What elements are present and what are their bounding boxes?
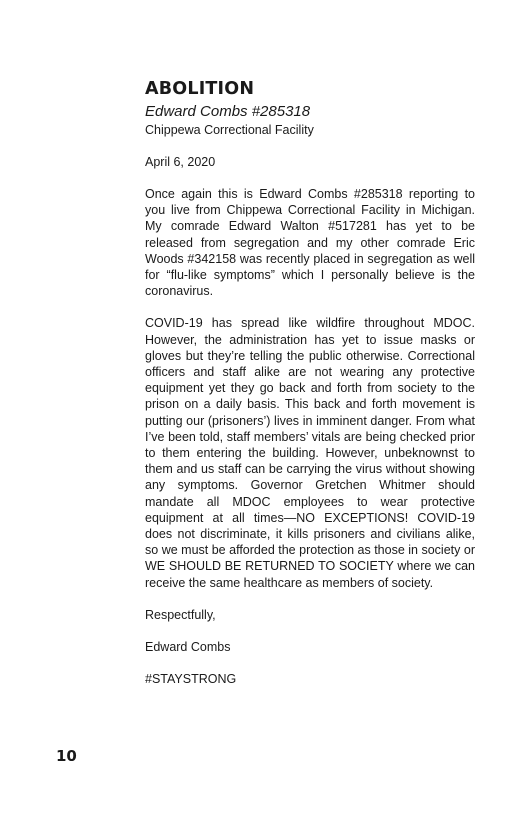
hashtag: #STAYSTRONG bbox=[145, 671, 237, 686]
paragraph-1: Once again this is Edward Combs #285318 reporting to you live from Chippewa Correctional Facility in Michigan. My comrade Edward Walton #517281 has yet to be released from segregation and my other comrade Eric Woods #342158 was recently placed in segregation as well for “flu-like symptoms” which I personally believe is the coronavirus. bbox=[145, 187, 475, 299]
salutation: Respectfully, bbox=[145, 607, 216, 622]
section-title: ABOLITION bbox=[145, 79, 255, 99]
letter-content bbox=[145, 78, 475, 687]
letter-date: April 6, 2020 bbox=[145, 155, 216, 169]
page-number: 10 bbox=[56, 747, 77, 765]
facility-name: Chippewa Correctional Facility bbox=[145, 123, 314, 137]
signature: Edward Combs bbox=[145, 639, 231, 654]
paragraph-2: COVID-19 has spread like wildfire throughout MDOC. However, the administration has yet to issue masks or gloves but they’re telling the public otherwise. Correctional officers and staff alike are not wearing any protective equipment yet they go back and forth from society to the prison on a daily basis. This back and forth movement is putting our (prisoners’) lives in imminent danger. From what I’ve been told, staff members’ vitals are being checked prior to them entering the building. However, unbeknownst to them and us staff can be carrying the virus without showing any symptoms. Governor Gretchen Whitmer should mandate all MDOC employees to wear protective equipment at all times—NO EXCEPTIONS! COVID-19 does not discriminate, it kills prisoners and civilians alike, so we must be afforded the protection as those in society or WE SHOULD BE RETURNED TO SOCIETY where we can receive the same healthcare as members of society. bbox=[145, 316, 475, 590]
author-name: Edward Combs #285318 bbox=[145, 103, 311, 120]
